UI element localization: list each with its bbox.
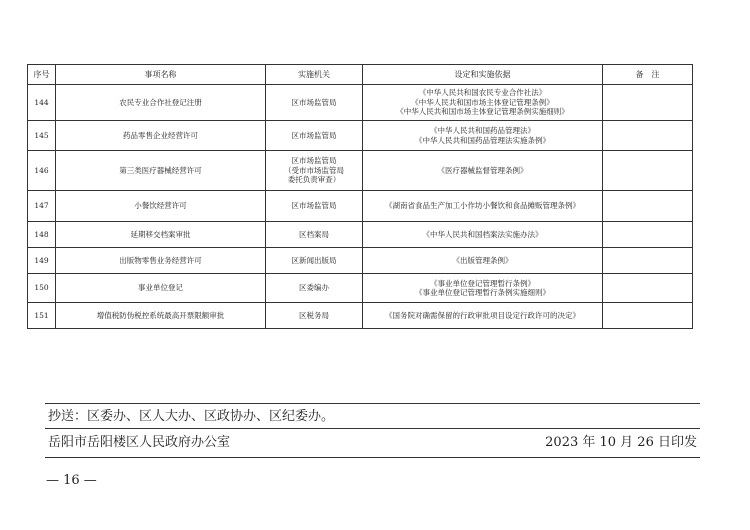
row-serial-number: 145 bbox=[28, 121, 56, 151]
row-remarks bbox=[603, 191, 693, 222]
agency-line: 区委编办 bbox=[299, 283, 329, 293]
table-row bbox=[28, 151, 693, 191]
row-item-name: 小餐饮经营许可 bbox=[56, 191, 266, 222]
row-serial-number: 144 bbox=[28, 85, 56, 121]
table-row bbox=[28, 121, 693, 151]
agency-line: （受市市场监管局 bbox=[284, 165, 344, 175]
row-remarks bbox=[603, 121, 693, 151]
agency-line: 区新闻出版局 bbox=[291, 255, 337, 265]
agency-line: 区档案局 bbox=[299, 229, 329, 239]
row-implementing-agency bbox=[266, 274, 363, 303]
row-legal-basis bbox=[363, 274, 603, 303]
issuer-line bbox=[45, 428, 700, 458]
basis-line: 《医疗器械监督管理条例》 bbox=[437, 165, 528, 175]
table-row bbox=[28, 303, 693, 329]
agency-line: 委托负责审查） bbox=[287, 175, 341, 185]
basis-line: 《湖南省食品生产加工小作坊小餐饮和食品摊贩管理条例》 bbox=[385, 201, 580, 211]
table-row bbox=[28, 222, 693, 248]
row-item-name: 事业单位登记 bbox=[56, 274, 266, 303]
agency-line: 区市场监管局 bbox=[291, 97, 337, 107]
row-implementing-agency bbox=[266, 222, 363, 248]
basis-line: 《事业单位登记管理暂行条例实施细则》 bbox=[415, 288, 550, 297]
agency-line: 区市场监管局 bbox=[291, 156, 337, 166]
basis-line: 《中华人民共和国农民专业合作社法》 bbox=[418, 88, 547, 98]
basis-line: 《中华人民共和国药品管理法》 bbox=[430, 126, 535, 136]
row-serial-number: 147 bbox=[28, 191, 56, 222]
agency-line: 区税务局 bbox=[299, 310, 329, 320]
row-implementing-agency bbox=[266, 303, 363, 329]
row-item-name: 药品零售企业经营许可 bbox=[56, 121, 266, 151]
page-number: — 16 — bbox=[46, 473, 97, 488]
row-item-name: 延期移交档案审批 bbox=[56, 222, 266, 248]
table-row bbox=[28, 85, 693, 121]
issuing-office: 岳阳市岳阳楼区人民政府办公室 bbox=[48, 435, 231, 450]
basis-line: 《中华人民共和国市场主体登记管理条例实施细则》 bbox=[396, 107, 569, 117]
row-implementing-agency bbox=[266, 121, 363, 151]
row-remarks bbox=[603, 303, 693, 329]
row-item-name: 出版物零售业务经营许可 bbox=[56, 248, 266, 274]
row-legal-basis bbox=[363, 121, 603, 151]
table-row bbox=[28, 248, 693, 274]
header-serial-number: 序号 bbox=[28, 65, 56, 85]
row-implementing-agency bbox=[266, 85, 363, 121]
row-remarks bbox=[603, 151, 693, 191]
header-implementing-agency: 实施机关 bbox=[266, 65, 363, 85]
row-remarks bbox=[603, 85, 693, 121]
row-remarks bbox=[603, 222, 693, 248]
row-implementing-agency bbox=[266, 191, 363, 222]
row-item-name: 农民专业合作社登记注册 bbox=[56, 85, 266, 121]
basis-line: 《出版管理条例》 bbox=[452, 255, 513, 265]
row-legal-basis bbox=[363, 222, 603, 248]
agency-line: 区市场监管局 bbox=[291, 201, 337, 211]
row-legal-basis bbox=[363, 151, 603, 191]
header-remarks: 备 注 bbox=[603, 65, 693, 85]
approval-items-table bbox=[27, 64, 693, 329]
basis-line: 《国务院对确需保留的行政审批项目设定行政许可的决定》 bbox=[385, 310, 580, 320]
row-implementing-agency bbox=[266, 248, 363, 274]
row-serial-number: 150 bbox=[28, 274, 56, 303]
row-legal-basis bbox=[363, 85, 603, 121]
row-serial-number: 146 bbox=[28, 151, 56, 191]
issue-date: 2023 年 10 月 26 日印发 bbox=[545, 435, 697, 450]
table-header-row bbox=[28, 65, 693, 85]
header-item-name: 事项名称 bbox=[56, 65, 266, 85]
basis-line: 《中华人民共和国市场主体登记管理条例》 bbox=[411, 97, 554, 107]
agency-line: 区市场监管局 bbox=[291, 130, 337, 140]
row-legal-basis bbox=[363, 303, 603, 329]
row-serial-number: 149 bbox=[28, 248, 56, 274]
basis-line: 《事业单位登记管理暂行条例》 bbox=[430, 278, 535, 288]
row-legal-basis bbox=[363, 191, 603, 222]
row-legal-basis bbox=[363, 248, 603, 274]
basis-line: 《中华人民共和国药品管理法实施条例》 bbox=[415, 135, 550, 145]
table-body bbox=[28, 85, 693, 329]
cc-distribution-line: 抄送：区委办、区人大办、区政协办、区纪委办。 bbox=[45, 403, 700, 428]
row-remarks bbox=[603, 274, 693, 303]
row-serial-number: 148 bbox=[28, 222, 56, 248]
row-item-name: 增值税防伪税控系统最高开票限额审批 bbox=[56, 303, 266, 329]
table-row bbox=[28, 191, 693, 222]
row-serial-number: 151 bbox=[28, 303, 56, 329]
basis-line: 《中华人民共和国档案法实施办法》 bbox=[422, 229, 543, 239]
row-implementing-agency bbox=[266, 151, 363, 191]
header-legal-basis: 设定和实施依据 bbox=[363, 65, 603, 85]
row-item-name: 第三类医疗器械经营许可 bbox=[56, 151, 266, 191]
row-remarks bbox=[603, 248, 693, 274]
table-row bbox=[28, 274, 693, 303]
